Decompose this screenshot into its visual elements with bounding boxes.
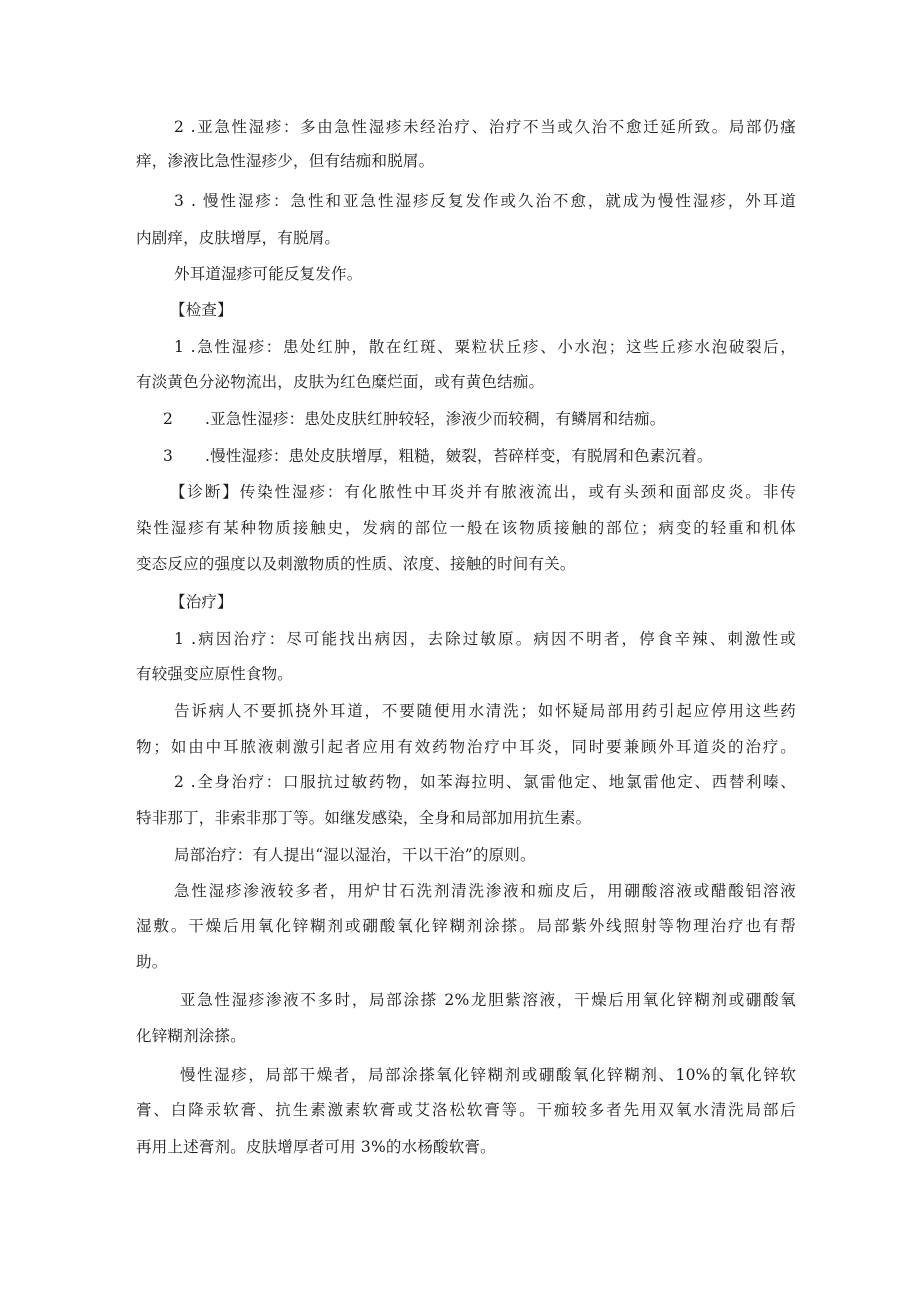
treatment-systemic-line2: 特非那丁，非索非那丁等。如继发感染，全身和局部加用抗生素。 bbox=[136, 809, 592, 827]
treatment-cause-line2: 有较强变应原性食物。 bbox=[136, 665, 294, 683]
chronic-treatment-line3: 再用上述膏剂。皮肤增厚者可用 3%的水杨酸软膏。 bbox=[136, 1138, 496, 1156]
paragraph-recurrence: 外耳道湿疹可能反复发作。 bbox=[174, 265, 363, 283]
chronic-treatment-line2: 膏、白降汞软膏、抗生素激素软膏或艾洛松软膏等。干痂较多者先用双氧水清洗局部后 bbox=[136, 1101, 796, 1119]
exam-chronic-text: .慢性湿疹：患处皮肤增厚，粗糙，皴裂，苔碎样变，有脱屑和色素沉着。 bbox=[205, 447, 713, 465]
heading-examination: 【检查】 bbox=[170, 301, 233, 319]
exam-chronic bbox=[163, 446, 823, 466]
paragraph-chronic-line1: 3 . 慢性湿疹：急性和亚急性湿疹反复发作或久治不愈，就成为慢性湿疹，外耳道 bbox=[174, 192, 796, 210]
diagnosis-line3: 变态反应的强度以及刺激物质的性质、浓度、接触的时间有关。 bbox=[136, 555, 576, 573]
treatment-cause-line1: 1 .病因治疗：尽可能找出病因，去除过敏原。病因不明者，停食辛辣、刺激性或 bbox=[174, 630, 796, 648]
paragraph-chronic-line2: 内剧痒，皮肤增厚，有脱屑。 bbox=[136, 229, 341, 247]
heading-treatment: 【治疗】 bbox=[170, 593, 233, 611]
acute-treatment-line1: 急性湿疹渗液较多者，用炉甘石洗剂清洗渗液和痂皮后，用硼酸溶液或醋酸铝溶液 bbox=[174, 882, 796, 900]
subacute-treatment-line2: 化锌糊剂涂搽。 bbox=[136, 1027, 246, 1045]
treatment-systemic-line1: 2 .全身治疗：口服抗过敏药物，如苯海拉明、氯雷他定、地氯雷他定、西替利嗪、 bbox=[174, 773, 796, 791]
exam-subacute bbox=[163, 409, 823, 429]
chronic-treatment-line1: 慢性湿疹，局部干燥者，局部涂搽氧化锌糊剂或硼酸氧化锌糊剂、10%的氧化锌软 bbox=[180, 1066, 796, 1084]
exam-acute-line2: 有淡黄色分泌物流出，皮肤为红色糜烂面，或有黄色结痂。 bbox=[136, 373, 545, 391]
treatment-advice-line1: 告诉病人不要抓挠外耳道，不要随便用水清洗；如怀疑局部用药引起应停用这些药 bbox=[174, 702, 796, 720]
exam-subacute-text: .亚急性湿疹：患处皮肤红肿较轻，渗液少而较稠，有鳞屑和结痂。 bbox=[205, 410, 666, 428]
paragraph-subacute-line2: 痒，渗液比急性湿疹少，但有结痂和脱屑。 bbox=[136, 152, 435, 170]
exam-acute-line1: 1 .急性湿疹：患处红肿，散在红斑、粟粒状丘疹、小水泡；这些丘疹水泡破裂后， bbox=[174, 338, 796, 356]
exam-chronic-number: 3 bbox=[163, 447, 174, 465]
acute-treatment-line2: 湿敷。干燥后用氧化锌糊剂或硼酸氧化锌糊剂涂搽。局部紫外线照射等物理治疗也有帮 bbox=[136, 917, 796, 935]
diagnosis-line2: 染性湿疹有某种物质接触史，发病的部位一般在该物质接触的部位；病变的轻重和机体 bbox=[136, 519, 796, 537]
treatment-advice-line2: 物；如由中耳脓液刺激引起者应用有效药物治疗中耳炎，同时要兼顾外耳道炎的治疗。 bbox=[136, 738, 796, 756]
acute-treatment-line3: 助。 bbox=[136, 953, 168, 971]
subacute-treatment-line1: 亚急性湿疹渗液不多时，局部涂搽 2%龙胆紫溶液，干燥后用氧化锌糊剂或硼酸氧 bbox=[180, 991, 796, 1009]
exam-subacute-number: 2 bbox=[163, 410, 174, 428]
diagnosis-line1: 【诊断】传染性湿疹：有化脓性中耳炎并有脓液流出，或有头颈和面部皮炎。非传 bbox=[170, 483, 796, 501]
treatment-local: 局部治疗：有人提出“湿以湿治，干以干治”的原则。 bbox=[174, 846, 536, 864]
paragraph-subacute-line1: 2 .亚急性湿疹：多由急性湿疹未经治疗、治疗不当或久治不愈迁延所致。局部仍瘙 bbox=[174, 118, 796, 136]
